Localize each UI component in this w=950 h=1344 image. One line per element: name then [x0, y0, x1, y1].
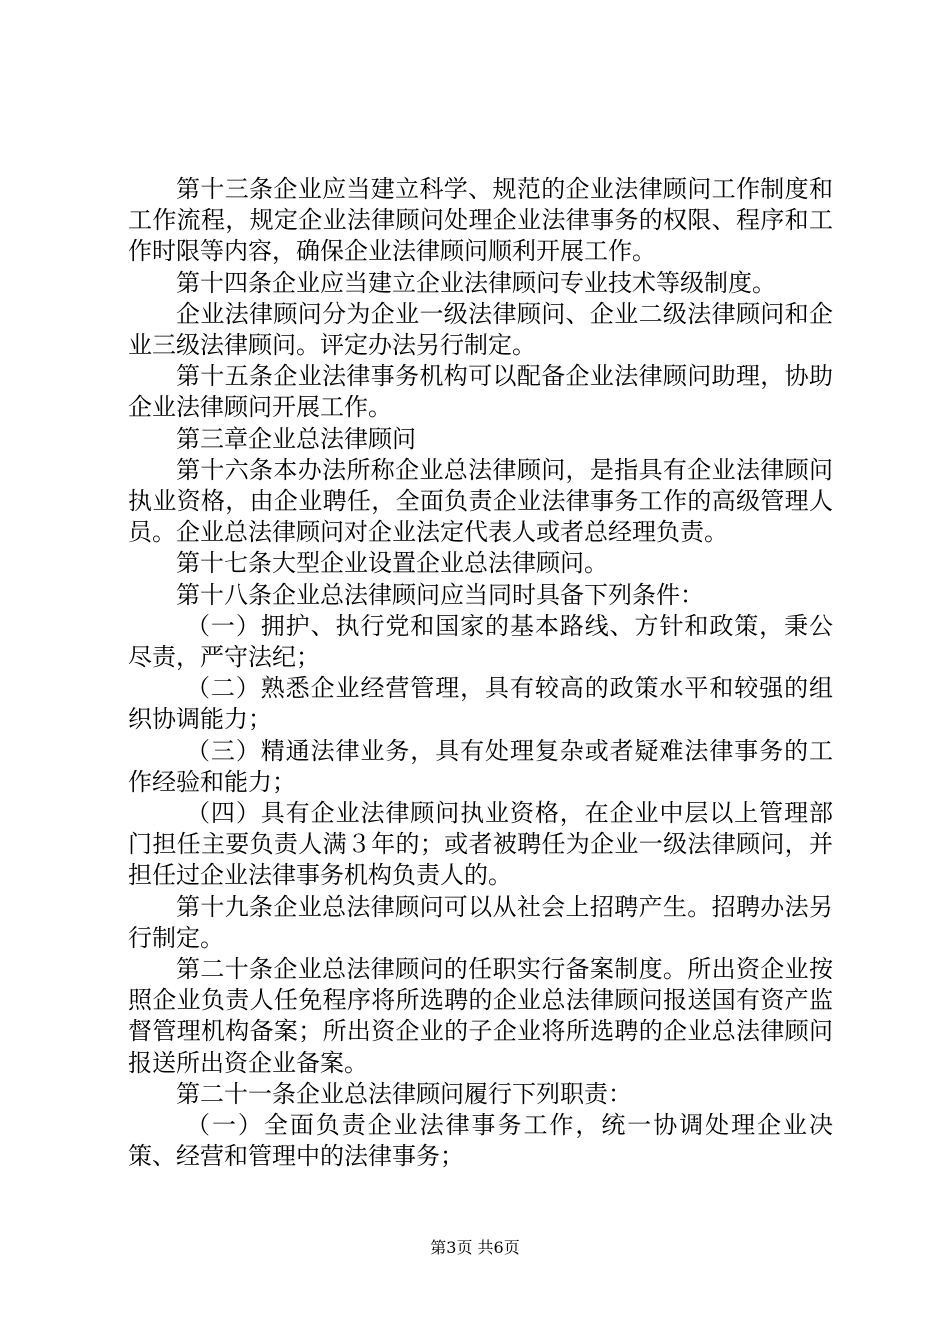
paragraph-article-14: 第十四条企业应当建立企业法律顾问专业技术等级制度。	[176, 268, 776, 297]
document-body	[128, 174, 833, 1173]
paragraph-advisor-levels: 企业法律顾问分为企业一级法律顾问、企业二级法律顾问和企业三级法律顾问。评定办法另行制定。	[128, 299, 833, 360]
list-item-duty-1: （一）全面负责企业法律事务工作，统一协调处理企业决策、经营和管理中的法律事务；	[128, 1111, 833, 1171]
list-item-condition-3: （三）精通法律业务，具有处理复杂或者疑难法律事务的工作经验和能力；	[128, 736, 833, 796]
paragraph-article-16: 第十六条本办法所称企业总法律顾问，是指具有企业法律顾问执业资格，由企业聘任，全面负责企业法律事务工作的高级管理人员。企业总法律顾问对企业法定代表人或者总经理负责。	[128, 455, 833, 547]
paragraph-article-20: 第二十条企业总法律顾问的任职实行备案制度。所出资企业按照企业负责人任免程序将所选聘的企业总法律顾问报送国有资产监督管理机构备案；所出资企业的子企业将所选聘的企业总法律顾问报送所出资企业备案。	[128, 955, 833, 1077]
paragraph-article-19: 第十九条企业总法律顾问可以从社会上招聘产生。招聘办法另行制定。	[128, 892, 833, 952]
list-item-condition-2: （二）熟悉企业经营管理，具有较高的政策水平和较强的组织协调能力；	[128, 674, 833, 734]
list-item-condition-1: （一）拥护、执行党和国家的基本路线、方针和政策，秉公尽责，严守法纪；	[128, 611, 833, 672]
list-item-condition-4: （四）具有企业法律顾问执业资格，在企业中层以上管理部门担任主要负责人满３年的；或者被聘任为企业一级法律顾问，并担任过企业法律事务机构负责人的。	[128, 799, 833, 890]
paragraph-article-21: 第二十一条企业总法律顾问履行下列职责：	[176, 1079, 632, 1108]
paragraph-article-18: 第十八条企业总法律顾问应当同时具备下列条件：	[176, 580, 704, 609]
page-number-footer: 第3页 共6页	[430, 1238, 520, 1257]
chapter-heading: 第三章企业总法律顾问	[176, 424, 416, 453]
paragraph-article-17: 第十七条大型企业设置企业总法律顾问。	[176, 549, 608, 578]
paragraph-article-13: 第十三条企业应当建立科学、规范的企业法律顾问工作制度和工作流程，规定企业法律顾问处理企业法律事务的权限、程序和工作时限等内容，确保企业法律顾问顺利开展工作。	[128, 175, 833, 266]
paragraph-article-15: 第十五条企业法律事务机构可以配备企业法律顾问助理，协助企业法律顾问开展工作。	[128, 362, 833, 422]
